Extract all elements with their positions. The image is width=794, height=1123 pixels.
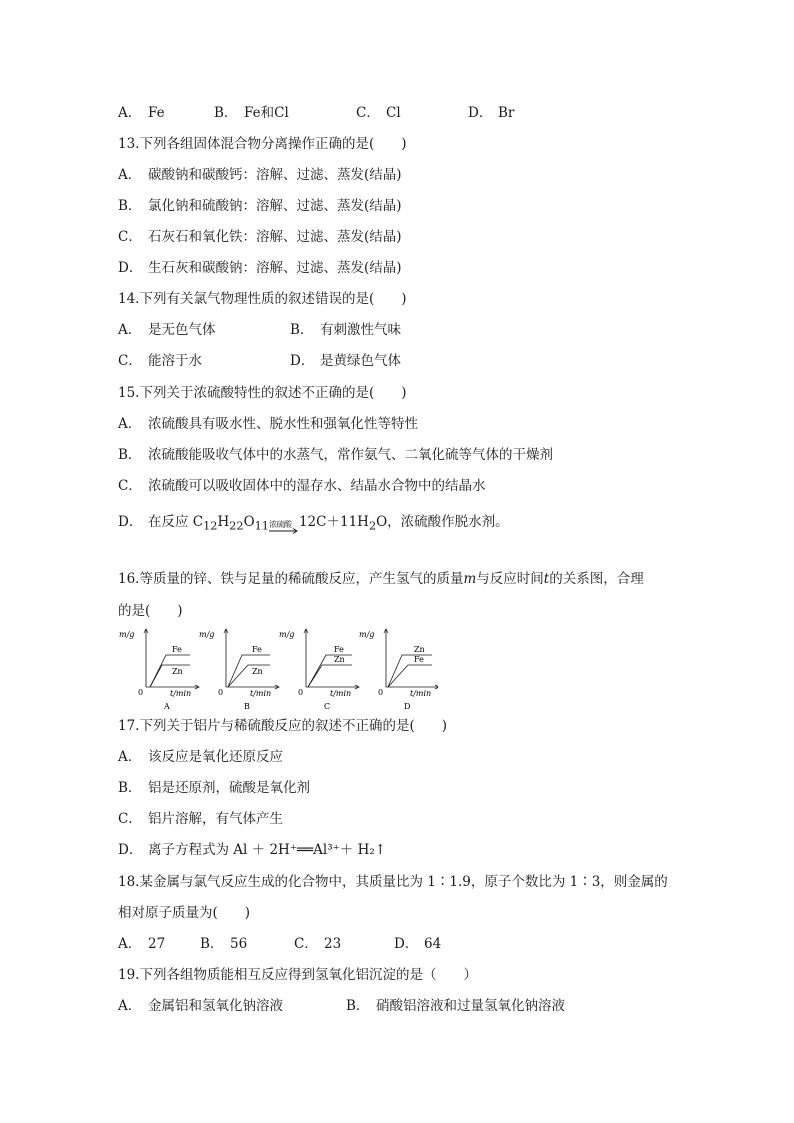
q16-graphs bbox=[118, 625, 438, 713]
q13-option-a: A． 碳酸钠和碳酸钙：溶解、过滤、蒸发(结晶) bbox=[118, 167, 402, 183]
q18-option-d: D． 64 bbox=[394, 936, 442, 952]
graph-b-bottom-label: Zn bbox=[252, 667, 263, 676]
graph-b-ylabel: m/g bbox=[199, 630, 215, 639]
q17-option-b: B． 铝是还原剂，硫酸是氧化剂 bbox=[118, 780, 310, 796]
graph-c-line-top bbox=[308, 655, 352, 687]
graph-c-ylabel: m/g bbox=[279, 630, 295, 639]
q13-option-c: C． 石灰石和氧化铁：溶解、过滤、蒸发(结晶) bbox=[118, 229, 402, 245]
q15-option-c: C． 浓硫酸可以吸收固体中的湿存水、结晶水合物中的结晶水 bbox=[118, 478, 486, 494]
q17-option-c: C． 铝片溶解，有气体产生 bbox=[118, 811, 283, 827]
graph-b-label: B bbox=[244, 702, 250, 711]
q13-option-b: B． 氯化钠和硫酸钠：溶解、过滤、蒸发(结晶) bbox=[118, 198, 402, 214]
graph-a bbox=[119, 629, 199, 711]
q19-option-b: B． 硝酸铝溶液和过量氢氧化钠溶液 bbox=[346, 998, 565, 1014]
q12-option-a: A． Fe bbox=[118, 105, 165, 121]
graph-d-label: D bbox=[404, 702, 411, 711]
q18-option-a: A． 27 bbox=[118, 936, 166, 952]
graph-b-xlabel: t/min bbox=[250, 689, 272, 698]
graph-a-ylabel: m/g bbox=[119, 630, 135, 639]
q14-stem: 14.下列有关氯气物理性质的叙述错误的是( ) bbox=[118, 291, 407, 307]
graph-d-top-label: Zn bbox=[414, 645, 425, 654]
q12-option-c: C． Cl bbox=[356, 105, 401, 121]
graph-c-xlabel: t/min bbox=[330, 689, 352, 698]
catalyst-label: 浓硫酸 bbox=[268, 520, 292, 529]
reaction-arrow bbox=[269, 514, 299, 532]
graph-d-bottom-label: Fe bbox=[414, 655, 424, 664]
graph-a-line-bottom bbox=[150, 665, 190, 687]
arrow-icon bbox=[269, 528, 299, 534]
graph-b-top-label: Fe bbox=[252, 645, 262, 654]
graph-a-top-label: Fe bbox=[172, 645, 182, 654]
q14-option-a: A． 是无色气体 bbox=[118, 322, 216, 338]
q18-option-b: B． 56 bbox=[200, 936, 248, 952]
graph-a-line-top bbox=[150, 655, 190, 687]
q13-option-d: D． 生石灰和碳酸钠：溶解、过滤、蒸发(结晶) bbox=[118, 260, 402, 276]
graph-b-line-bottom bbox=[228, 665, 270, 687]
graph-d bbox=[359, 629, 438, 711]
graph-c-bottom-label: Zn bbox=[334, 655, 345, 664]
graph-c bbox=[279, 629, 359, 711]
graph-a-origin: 0 bbox=[138, 688, 144, 697]
q16-stem-line2: 的是( ) bbox=[118, 603, 183, 619]
q14-option-b: B． 有刺激性气味 bbox=[290, 322, 401, 338]
q15-stem: 15.下列关于浓硫酸特性的叙述不正确的是( ) bbox=[118, 385, 407, 401]
graph-b-origin: 0 bbox=[218, 688, 224, 697]
graph-b-line-top bbox=[228, 655, 270, 687]
q17-option-d: D． 离子方程式为 Al ＋ 2H⁺══Al³⁺＋ H₂↑ bbox=[118, 842, 387, 858]
q19-stem: 19.下列各组物质能相互反应得到氢氧化铝沉淀的是（ ） bbox=[118, 967, 477, 983]
graph-b bbox=[199, 629, 279, 711]
graph-d-origin: 0 bbox=[378, 688, 384, 697]
graph-a-xlabel: t/min bbox=[170, 689, 192, 698]
q14-option-d: D． 是黄绿色气体 bbox=[290, 353, 401, 369]
q12-option-b: B． Fe和Cl bbox=[214, 105, 289, 121]
q13-stem: 13.下列各组固体混合物分离操作正确的是( ) bbox=[118, 136, 407, 152]
graph-c-label: C bbox=[324, 702, 331, 711]
q18-stem-line2: 相对原子质量为( ) bbox=[118, 905, 251, 921]
graph-d-line-top bbox=[388, 655, 432, 687]
graph-d-ylabel: m/g bbox=[359, 630, 375, 639]
graph-a-label: A bbox=[164, 702, 170, 711]
q15-option-b: B． 浓硫酸能吸收气体中的水蒸气，常作氨气、二氧化硫等气体的干燥剂 bbox=[118, 447, 553, 463]
q15-option-a: A． 浓硫酸具有吸水性、脱水性和强氧化性等特性 bbox=[118, 416, 418, 432]
q18-option-c: C． 23 bbox=[294, 936, 342, 952]
q19-option-a: A． 金属铝和氢氧化钠溶液 bbox=[118, 998, 283, 1014]
q17-stem: 17.下列关于铝片与稀硫酸反应的叙述不正确的是( ) bbox=[118, 718, 448, 734]
graph-d-line-bottom bbox=[388, 665, 432, 687]
q15-option-d: D． 在反应 $C_{12}H_{22}O_{11}$ 浓硫酸 $12C+11H_2O$，浓硫酸作脱水剂。 bbox=[118, 514, 509, 533]
graph-c-top-label: Fe bbox=[334, 645, 344, 654]
q18-stem-line1: 18.某金属与氯气反应生成的化合物中，其质量比为 1∶1.9，原子个数比为 1∶3，则金属的 bbox=[118, 874, 668, 890]
graph-a-bottom-label: Zn bbox=[172, 667, 183, 676]
graph-d-xlabel: t/min bbox=[410, 689, 432, 698]
q16-stem-line1: 16.等质量的锌、铁与足量的稀硫酸反应，产生氢气的质量m与反应时间t的关系图，合理 bbox=[118, 571, 644, 587]
graph-c-line-bottom bbox=[308, 665, 352, 687]
q14-option-c: C． 能溶于水 bbox=[118, 353, 202, 369]
q17-option-a: A． 该反应是氧化还原反应 bbox=[118, 749, 283, 765]
q12-option-d: D． Br bbox=[468, 105, 515, 121]
graph-c-origin: 0 bbox=[298, 688, 304, 697]
